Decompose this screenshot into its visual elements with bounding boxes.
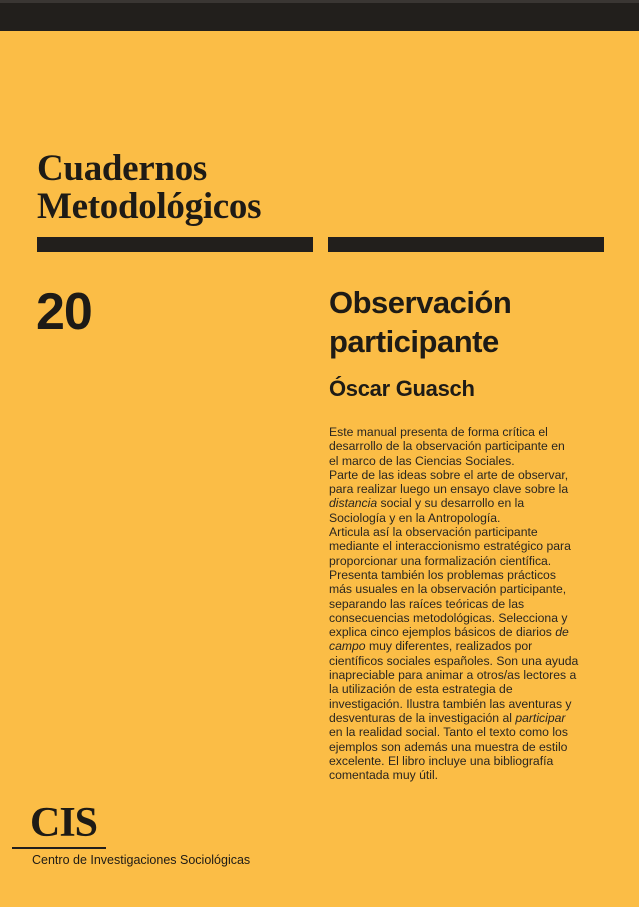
author-name: Óscar Guasch [329, 376, 475, 401]
book-title-line-2: participante [329, 324, 499, 359]
blurb-line [329, 711, 604, 725]
right-divider-bar [328, 237, 604, 252]
blurb-text: el marco de las Ciencias Sociales. [329, 453, 515, 468]
series-title-line-1: Cuadernos [37, 148, 207, 189]
blurb-line [329, 682, 604, 696]
blurb-emphasis: distancia [329, 496, 378, 511]
blurb-text: inapreciable para animar a otros/as lectores a [329, 668, 577, 683]
back-blurb [329, 425, 604, 782]
top-band-edge [0, 0, 639, 3]
blurb-line [329, 625, 604, 639]
blurb-line [329, 554, 604, 568]
blurb-line [329, 725, 604, 739]
blurb-line [329, 582, 604, 596]
blurb-line [329, 468, 604, 482]
blurb-text: proporcionar una formalización científica. [329, 553, 552, 568]
blurb-emphasis: campo [329, 639, 366, 654]
blurb-line [329, 639, 604, 653]
blurb-line [329, 697, 604, 711]
blurb-line [329, 597, 604, 611]
blurb-text: Parte de las ideas sobre el arte de observar, [329, 467, 569, 482]
blurb-line [329, 668, 604, 682]
blurb-text: en la realidad social. Tanto el texto como los [329, 725, 568, 740]
blurb-text: más usuales en la observación participante, [329, 582, 567, 597]
blurb-line [329, 754, 604, 768]
blurb-emphasis: de [555, 625, 569, 640]
book-title-line-1: Observación [329, 285, 512, 320]
blurb-line [329, 425, 604, 439]
blurb-text: consecuencias metodológicas. Selecciona y [329, 610, 568, 625]
blurb-line [329, 654, 604, 668]
cis-logo: CIS [30, 800, 98, 846]
blurb-line [329, 482, 604, 496]
blurb-line [329, 568, 604, 582]
cis-logo-underline [12, 847, 106, 849]
blurb-line [329, 439, 604, 453]
publisher-name: Centro de Investigaciones Sociológicas [32, 853, 251, 867]
top-dark-band [0, 0, 639, 31]
blurb-line [329, 740, 604, 754]
blurb-text: muy diferentes, realizados por [365, 639, 533, 654]
book-title [329, 283, 511, 361]
blurb-text: Sociología y en la Antropología. [329, 510, 501, 525]
blurb-text: separando las raíces teóricas de las [329, 596, 525, 611]
blurb-text: Articula así la observación participante [329, 525, 538, 540]
blurb-text: desarrollo de la observación participante en [329, 439, 565, 454]
blurb-line [329, 539, 604, 553]
blurb-text: científicos sociales españoles. Son una ayuda [329, 653, 579, 668]
left-divider-bar [37, 237, 313, 252]
blurb-line [329, 454, 604, 468]
blurb-text: comentada muy útil. [329, 768, 439, 783]
blurb-text: para realizar luego un ensayo clave sobre la [329, 482, 569, 497]
blurb-line [329, 768, 604, 782]
series-title [37, 150, 261, 226]
blurb-text: Este manual presenta de forma crítica el [329, 425, 548, 439]
series-number: 20 [36, 283, 92, 341]
blurb-line [329, 496, 604, 510]
blurb-text: mediante el interaccionismo estratégico para [329, 539, 571, 554]
series-title-line-2: Metodológicos [37, 186, 262, 227]
blurb-line [329, 511, 604, 525]
blurb-text: social y su desarrollo en la [377, 496, 525, 511]
blurb-text: Presenta también los problemas prácticos [329, 567, 556, 582]
blurb-emphasis: participar [515, 710, 566, 725]
blurb-text: investigación. Ilustra también las aventuras y [329, 696, 572, 711]
blurb-text: explica cinco ejemplos básicos de diarios [329, 625, 556, 640]
blurb-line [329, 525, 604, 539]
blurb-text: excelente. El libro incluye una bibliografía [329, 753, 554, 768]
blurb-text: la utilización de esta estrategia de [329, 682, 513, 697]
blurb-text: ejemplos son además una muestra de estilo [329, 739, 568, 754]
blurb-line [329, 611, 604, 625]
blurb-text: desventuras de la investigación al [329, 710, 516, 725]
